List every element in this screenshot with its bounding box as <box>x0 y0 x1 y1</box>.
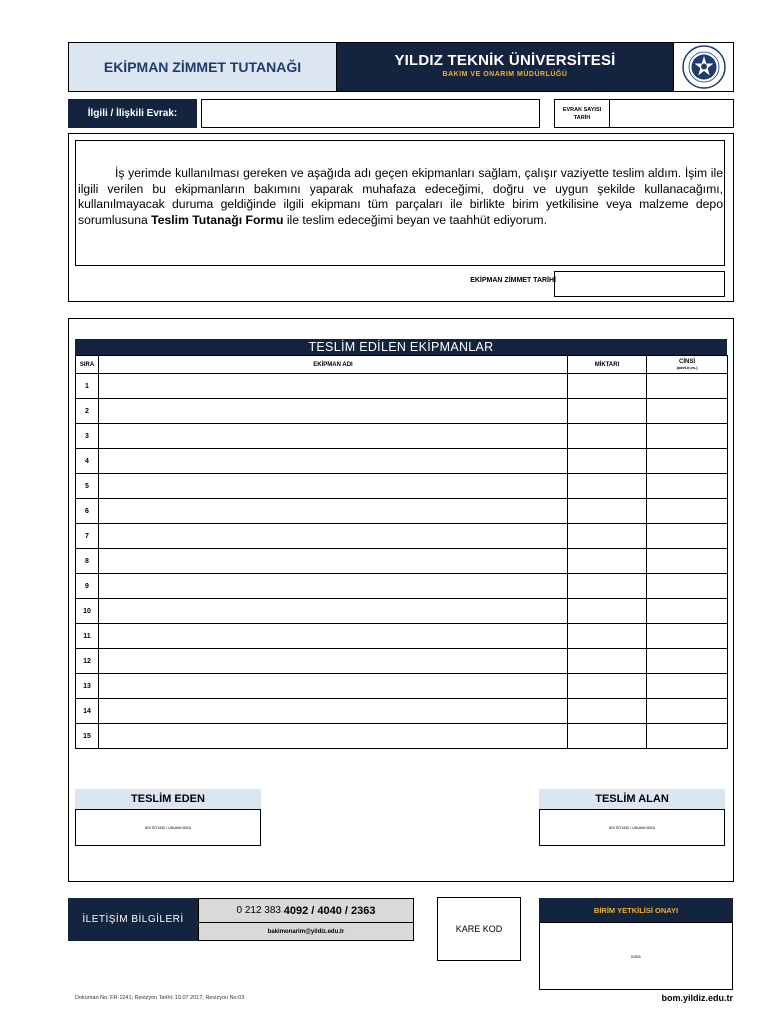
row-number: 2 <box>76 399 99 424</box>
phone-numbers <box>198 898 414 923</box>
table-header-row <box>76 356 728 374</box>
table-row <box>76 424 728 449</box>
row-number: 7 <box>76 524 99 549</box>
quantity-cell[interactable] <box>568 699 647 724</box>
quantity-cell[interactable] <box>568 549 647 574</box>
university-name: YILDIZ TEKNİK ÜNİVERSİTESİ <box>394 52 616 69</box>
table-row <box>76 399 728 424</box>
quantity-cell[interactable] <box>568 374 647 399</box>
equipment-name-cell[interactable] <box>99 424 568 449</box>
statement-text-part: ile teslim edeceğimi beyan ve taahhüt ediyorum. <box>283 212 547 227</box>
table-row <box>76 374 728 399</box>
document-date-label: TARİH <box>573 114 591 121</box>
document-revision-info: Doküman No: FR-1241; Revizyon Tarihi: 19.07.2017; Revizyon No:03 <box>75 995 245 1001</box>
row-number: 1 <box>76 374 99 399</box>
equipment-name-cell[interactable] <box>99 499 568 524</box>
qr-code-box: KARE KOD <box>437 897 521 961</box>
row-number: 6 <box>76 499 99 524</box>
column-header-equipment-name: EKİPMAN ADI <box>99 356 568 374</box>
equipment-name-cell[interactable] <box>99 699 568 724</box>
row-number: 11 <box>76 624 99 649</box>
phone-extensions: 4092 / 4040 / 2363 <box>283 904 376 917</box>
quantity-cell[interactable] <box>568 624 647 649</box>
table-row <box>76 574 728 599</box>
type-cell[interactable] <box>647 374 728 399</box>
contact-info-label: İLETİŞİM BİLGİLERİ <box>68 898 198 941</box>
quantity-cell[interactable] <box>568 424 647 449</box>
table-row <box>76 449 728 474</box>
table-row <box>76 724 728 749</box>
type-cell[interactable] <box>647 674 728 699</box>
type-cell[interactable] <box>647 649 728 674</box>
type-cell[interactable] <box>647 474 728 499</box>
column-header-no: SIRA <box>76 356 99 374</box>
university-seal-icon <box>673 43 733 91</box>
equipment-name-cell[interactable] <box>99 674 568 699</box>
equipment-name-cell[interactable] <box>99 574 568 599</box>
type-cell[interactable] <box>647 449 728 474</box>
giver-title: TESLİM EDEN <box>75 789 261 809</box>
document-number-date-label <box>554 99 610 128</box>
equipment-table <box>75 355 728 749</box>
quantity-cell[interactable] <box>568 449 647 474</box>
equipment-name-cell[interactable] <box>99 624 568 649</box>
equipment-name-cell[interactable] <box>99 374 568 399</box>
equipment-table-title: TESLİM EDİLEN EKİPMANLAR <box>75 339 727 355</box>
column-header-quantity: MİKTARI <box>568 356 647 374</box>
assignment-date-label: EKİPMAN ZİMMET TARİHİ <box>470 277 556 284</box>
quantity-cell[interactable] <box>568 524 647 549</box>
type-cell[interactable] <box>647 574 728 599</box>
column-header-type <box>647 356 728 374</box>
equipment-name-cell[interactable] <box>99 449 568 474</box>
table-row <box>76 499 728 524</box>
type-cell[interactable] <box>647 524 728 549</box>
assignment-date-field[interactable] <box>554 271 725 297</box>
table-row <box>76 624 728 649</box>
related-document-label: İlgili / İlişkili Evrak: <box>68 99 197 128</box>
quantity-cell[interactable] <box>568 724 647 749</box>
statement-form-name: Teslim Tutanağı Formu <box>151 212 284 227</box>
type-cell[interactable] <box>647 399 728 424</box>
type-cell[interactable] <box>647 424 728 449</box>
quantity-cell[interactable] <box>568 599 647 624</box>
contact-email[interactable]: bakimonarim@yildiz.edu.tr <box>198 923 414 941</box>
related-document-field[interactable] <box>201 99 540 128</box>
table-row <box>76 649 728 674</box>
type-cell[interactable] <box>647 599 728 624</box>
row-number: 14 <box>76 699 99 724</box>
table-row <box>76 549 728 574</box>
type-header-label: CİNSİ <box>678 359 695 365</box>
type-cell[interactable] <box>647 699 728 724</box>
type-cell[interactable] <box>647 549 728 574</box>
type-header-sub: (adet,lt,vs.) <box>676 365 698 370</box>
table-row <box>76 599 728 624</box>
quantity-cell[interactable] <box>568 674 647 699</box>
document-title: EKİPMAN ZİMMET TUTANAĞI <box>69 43 337 91</box>
approval-signature-field[interactable]: İMZA <box>539 922 733 990</box>
row-number: 9 <box>76 574 99 599</box>
university-banner <box>337 43 673 91</box>
type-cell[interactable] <box>647 499 728 524</box>
equipment-name-cell[interactable] <box>99 524 568 549</box>
equipment-name-cell[interactable] <box>99 399 568 424</box>
commitment-statement <box>78 166 723 228</box>
quantity-cell[interactable] <box>568 649 647 674</box>
document-number-label: EVRAK SAYISI <box>562 106 602 113</box>
equipment-name-cell[interactable] <box>99 549 568 574</box>
website-link[interactable]: bom.yildiz.edu.tr <box>661 993 733 1003</box>
receiver-title: TESLİM ALAN <box>539 789 725 809</box>
receiver-signature-field[interactable]: ADI SOYADI / UNVANI İMZA <box>539 809 725 846</box>
quantity-cell[interactable] <box>568 399 647 424</box>
table-row <box>76 699 728 724</box>
equipment-name-cell[interactable] <box>99 724 568 749</box>
table-row <box>76 524 728 549</box>
phone-prefix: 0 212 383 <box>236 905 281 916</box>
row-number: 13 <box>76 674 99 699</box>
row-number: 4 <box>76 449 99 474</box>
table-row <box>76 674 728 699</box>
table-row <box>76 474 728 499</box>
row-number: 3 <box>76 424 99 449</box>
giver-signature-field[interactable]: ADI SOYADI / UNVANI İMZA <box>75 809 261 846</box>
form-header <box>68 42 734 92</box>
approval-title: BİRİM YETKİLİSİ ONAYI <box>539 898 733 922</box>
statement-text-part: İş yerimde kullanılması gereken ve aşağıda adı geçen ekipmanları sağlam, çalışır vaziyette teslim aldım. İşim ile ilgili verilen bu ekipmanların bakımını yaparak muhafaza edeceğimi, doğru ve uygun şekilde kullanacağımı, kullanılmayacak duruma geldiğinde ilgili ekipmanı tüm parçaları ile birlikte birim yetkilisine veya malzeme depo sorumlusuna <box>78 166 723 227</box>
equipment-name-cell[interactable] <box>99 474 568 499</box>
row-number: 5 <box>76 474 99 499</box>
type-cell[interactable] <box>647 624 728 649</box>
quantity-cell[interactable] <box>568 499 647 524</box>
type-cell[interactable] <box>647 724 728 749</box>
equipment-name-cell[interactable] <box>99 599 568 624</box>
row-number: 15 <box>76 724 99 749</box>
document-number-field[interactable] <box>609 99 734 128</box>
row-number: 12 <box>76 649 99 674</box>
equipment-name-cell[interactable] <box>99 649 568 674</box>
row-number: 10 <box>76 599 99 624</box>
quantity-cell[interactable] <box>568 574 647 599</box>
unit-name: BAKIM VE ONARIM MÜDÜRLÜĞÜ <box>442 71 568 78</box>
row-number: 8 <box>76 549 99 574</box>
quantity-cell[interactable] <box>568 474 647 499</box>
